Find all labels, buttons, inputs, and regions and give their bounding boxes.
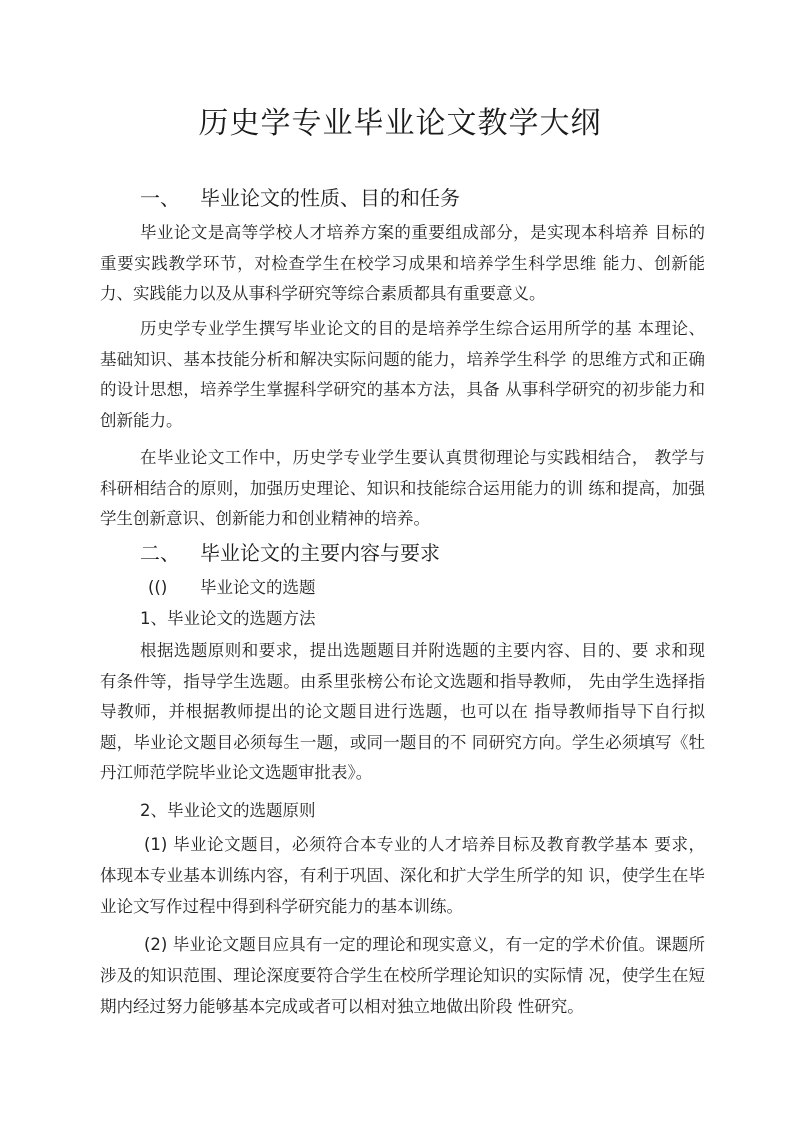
document-title: 历史学专业毕业论文教学大纲	[198, 106, 602, 141]
principle-item-1: (1) 毕业论文题目，必须符合本专业的人才培养目标及教育教学基本 要求，体现本专业基本训练内容，有利于巩固、深化和扩大学生所学的知 识，使学生在毕业论文写作过程中得到科学研究能力的基本训练。	[100, 835, 705, 916]
section-1-paragraph-3: 在毕业论文工作中，历史学专业学生要认真贯彻理论与实践相结合， 教学与科研相结合的原则，加强历史理论、知识和技能综合运用能力的训 练和提高，加强学生创新意识、创新能力和创业精神的培养。	[100, 448, 705, 528]
section-1-number: 一、	[140, 186, 180, 210]
section-1-paragraph-2: 历史学专业学生撰写毕业论文的目的是培养学生综合运用所学的基 本理论、基础知识、基本技能分析和解决实际问题的能力，培养学生科学 的思维方式和正确的设计思想，培养学生掌握科学研究的基本方法，具备 从事科学研究的初步能力和创新能力。	[100, 319, 705, 430]
section-1-heading	[140, 183, 460, 213]
section-2-number: 二、	[140, 541, 180, 565]
subsection-1-label: 毕业论文的选题	[200, 578, 316, 597]
principle-heading: 2、毕业论文的选题原则	[140, 801, 316, 820]
section-2-heading	[140, 538, 440, 568]
subsection-1-number: (()	[148, 578, 168, 597]
subsection-1-heading	[148, 573, 316, 603]
method-paragraph: 根据选题原则和要求，提出选题题目并附选题的主要内容、目的、要 求和现有条件等，指导学生选题。由系里张榜公布论文选题和指导教师， 先由学生选择指导教师，并根据教师提出的论文题目进行选题，也可以在 指导教师指导下自行拟题，毕业论文题目必须每生一题，或同一题目的不 同研究方向。学生必须填写《牡丹江师范学院毕业论文选题审批表》。	[100, 641, 705, 782]
section-1-title: 毕业论文的性质、目的和任务	[200, 186, 460, 210]
principle-item-2: (2) 毕业论文题目应具有一定的理论和现实意义，有一定的学术价值。课题所涉及的知识范围、理论深度要符合学生在校所学理论知识的实际情 况，使学生在短期内经过努力能够基本完成或者可以相对独立地做出阶段 性研究。	[100, 935, 705, 1016]
section-2-title: 毕业论文的主要内容与要求	[200, 541, 440, 565]
method-heading: 1、毕业论文的选题方法	[140, 609, 316, 628]
section-1-paragraph-1: 毕业论文是高等学校人才培养方案的重要组成部分，是实现本科培养 目标的重要实践教学环节，对检查学生在校学习成果和培养学生科学思维 能力、创新能力、实践能力以及从事科学研究等综合素质都具有重要意义。	[100, 223, 705, 303]
